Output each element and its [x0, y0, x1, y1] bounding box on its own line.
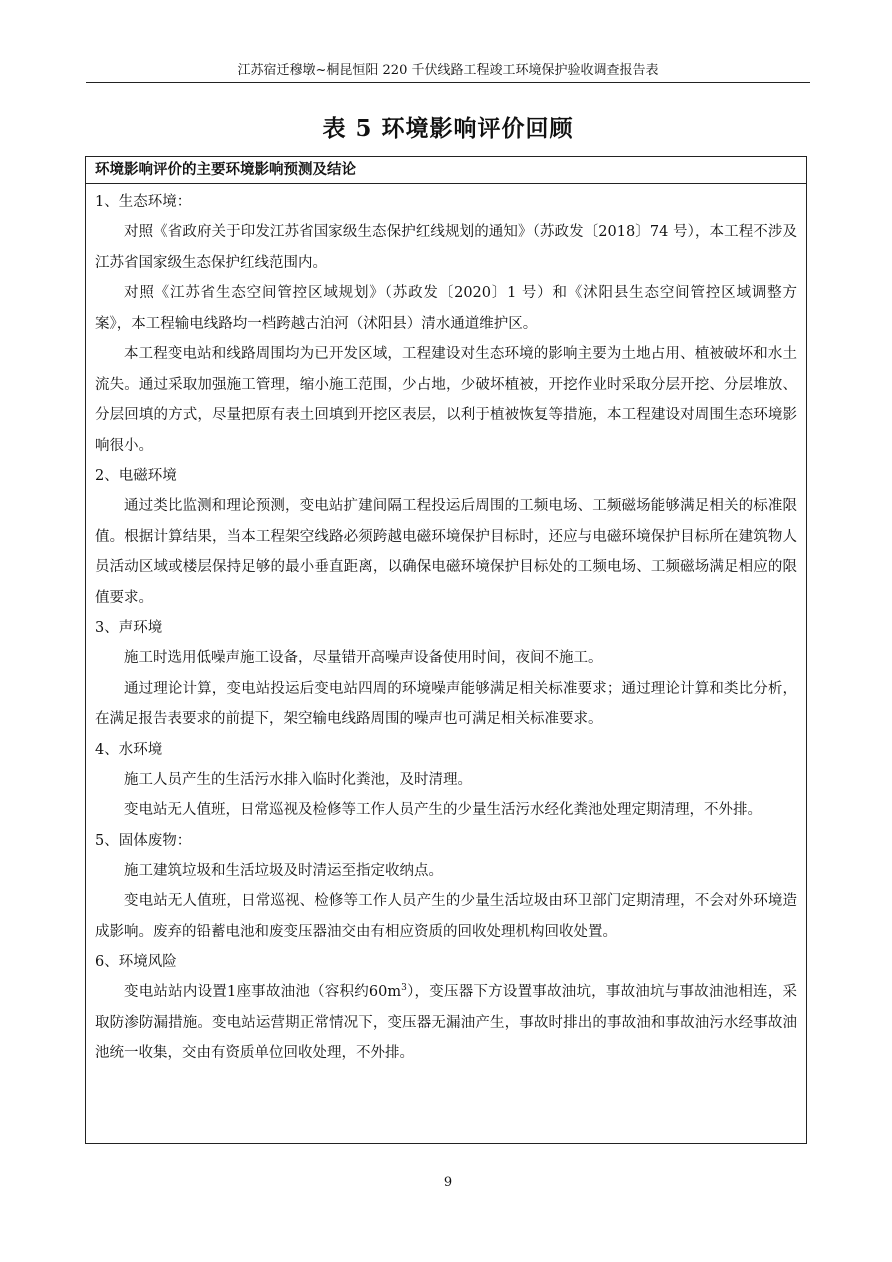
- paragraph: 施工建筑垃圾和生活垃圾及时清运至指定收纳点。: [124, 862, 443, 879]
- risk-text-after: ），变压器下方设置事故油坑，事故油坑与事故油池相连，采取防渗防漏措施。变电站运营期正常情况下，变压器无漏油产生，事故时排出的事故油和事故油污水经事故油池统一收集，交由有资质单位回收处理，不外排。: [95, 984, 797, 1061]
- paragraph: 本工程变电站和线路周围均为已开发区域，工程建设对生态环境的影响主要为土地占用、植被破坏和水土流失。通过采取加强施工管理，缩小施工范围，少占地，少破坏植被，开挖作业时采取分层开挖、分层堆放、分层回填的方式，尽量把原有表土回填到开挖区表层，以利于植被恢复等措施，本工程建设对周围生态环境影响很小。: [95, 346, 797, 454]
- superscript: 3: [401, 983, 407, 994]
- section-title-acoustic: 3、声环境: [95, 620, 163, 636]
- paragraph: 通过类比监测和理论预测，变电站扩建间隔工程投运后周围的工频电场、工频磁场能够满足相关的标准限值。根据计算结果，当本工程架空线路必须跨越电磁环境保护目标时，还应与电磁环境保护目标所在建筑物人员活动区域或楼层保持足够的最小垂直距离，以确保电磁环境保护目标处的工频电场、工频磁场满足相应的限值要求。: [95, 498, 797, 606]
- paragraph: 施工人员产生的生活污水排入临时化粪池，及时清理。: [124, 771, 472, 788]
- section-title-electromagnetic: 2、电磁环境: [95, 468, 177, 484]
- box-heading: 环境影响评价的主要环境影响预测及结论: [86, 157, 806, 184]
- paragraph: 施工时选用低噪声施工设备，尽量错开高噪声设备使用时间，夜间不施工。: [124, 650, 603, 666]
- paragraph: 通过理论计算，变电站投运后变电站四周的环境噪声能够满足相关标准要求；通过理论计算和类比分析，在满足报告表要求的前提下，架空输电线路周围的噪声也可满足相关标准要求。: [95, 680, 797, 727]
- running-header: 江苏宿迁穆墩~桐昆恒阳 220 千伏线路工程竣工环境保护验收调查报告表: [237, 63, 659, 78]
- section-title-solid-waste: 5、固体废物：: [95, 832, 192, 849]
- paragraph-risk: [95, 977, 797, 1069]
- header-rule: [86, 82, 810, 83]
- page-number: 9: [443, 1175, 453, 1190]
- paragraph: 对照《江苏省生态空间管控区域规划》（苏政发〔2020〕1 号）和《沭阳县生态空间管控区域调整方案》，本工程输电线路均一档跨越古泊河（沭阳县）清水通道维护区。: [95, 285, 797, 332]
- section-title-water: 4、水环境: [95, 741, 163, 758]
- section-title-environmental-risk: 6、环境风险: [95, 954, 177, 970]
- box-body: [86, 184, 806, 1069]
- paragraph: 对照《省政府关于印发江苏省国家级生态保护红线规划的通知》（苏政发〔2018〕74 号），本工程不涉及江苏省国家级生态保护红线范围内。: [95, 224, 797, 271]
- risk-text-before: 变电站站内设置1座事故油池（容积约60m: [124, 984, 402, 1000]
- content-box: [85, 156, 807, 1144]
- section-title-ecology: 1、生态环境：: [95, 194, 192, 210]
- paragraph: 变电站无人值班，日常巡视、检修等工作人员产生的少量生活垃圾由环卫部门定期清理，不会对外环境造成影响。废弃的铅蓄电池和废变压器油交由有相应资质的回收处理机构回收处置。: [95, 893, 797, 940]
- paragraph: 变电站无人值班，日常巡视及检修等工作人员产生的少量生活污水经化粪池处理定期清理，不外排。: [124, 802, 762, 818]
- page-title: 表 5 环境影响评价回顾: [322, 115, 574, 142]
